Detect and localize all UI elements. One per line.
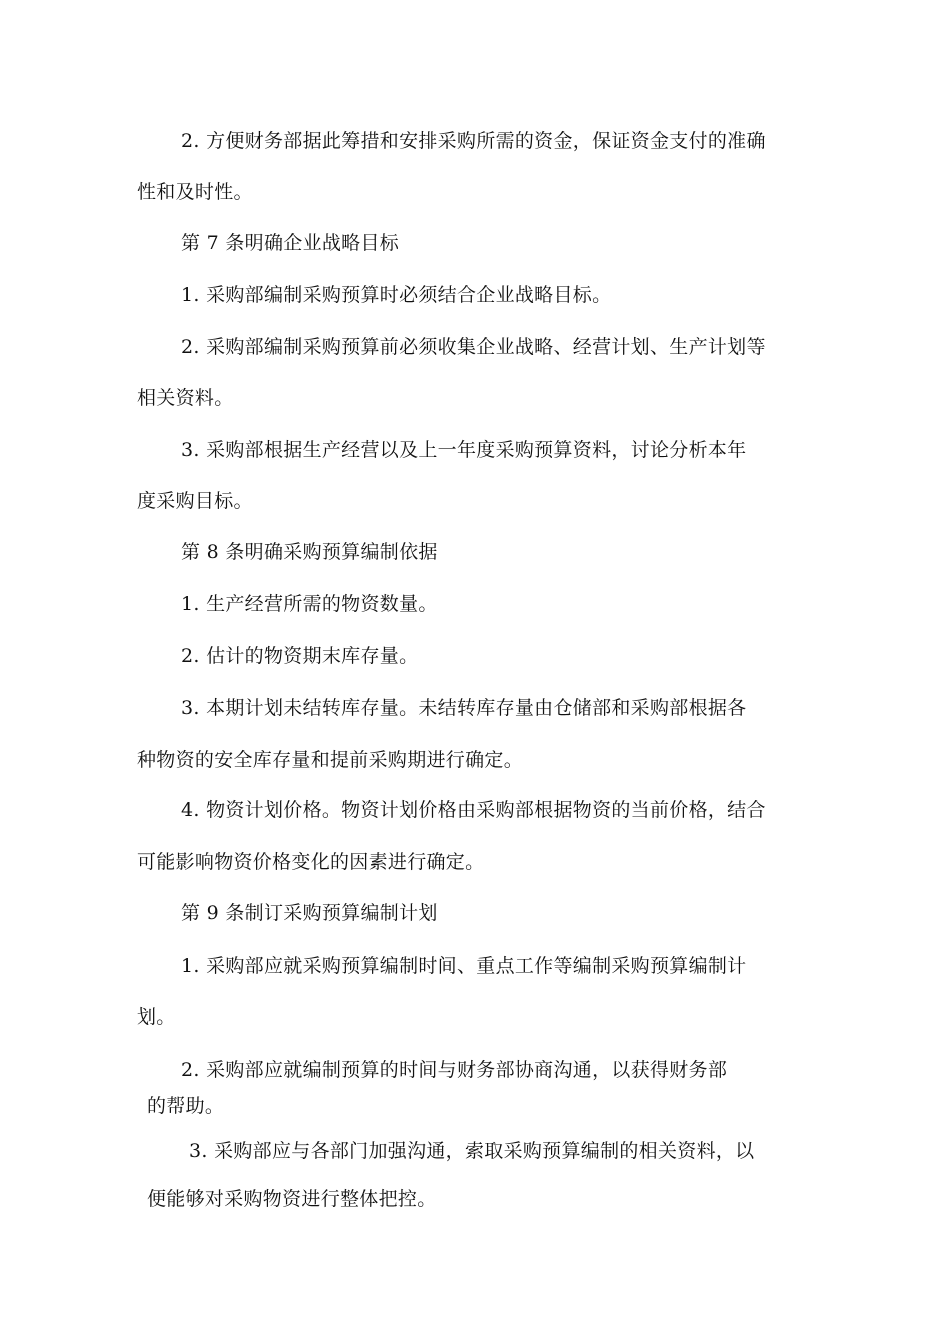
paragraph-line: 种物资的安全库存量和提前采购期进行确定。 [137, 749, 524, 771]
section-heading: 第 7 条明确企业战略目标 [181, 232, 400, 254]
section-heading: 第 9 条制订采购预算编制计划 [181, 902, 438, 924]
paragraph-line: 划。 [137, 1006, 176, 1028]
paragraph-line: 相关资料。 [137, 387, 234, 409]
paragraph-line: 2. 采购部编制采购预算前必须收集企业战略、经营计划、生产计划等 [181, 336, 766, 358]
paragraph-line: 3. 采购部应与各部门加强沟通，索取采购预算编制的相关资料，以 [189, 1140, 755, 1162]
paragraph-line: 3. 采购部根据生产经营以及上一年度采购预算资料，讨论分析本年 [181, 439, 747, 461]
paragraph-line: 便能够对采购物资进行整体把控。 [147, 1188, 437, 1210]
paragraph-line: 1. 生产经营所需的物资数量。 [181, 593, 438, 615]
paragraph-line: 3. 本期计划未结转库存量。未结转库存量由仓储部和采购部根据各 [181, 697, 747, 719]
paragraph-line: 度采购目标。 [137, 490, 253, 512]
paragraph-line: 1. 采购部编制采购预算时必须结合企业战略目标。 [181, 284, 612, 306]
paragraph-line: 可能影响物资价格变化的因素进行确定。 [137, 851, 485, 873]
paragraph-line: 4. 物资计划价格。物资计划价格由采购部根据物资的当前价格，结合 [181, 799, 766, 821]
paragraph-line: 1. 采购部应就采购预算编制时间、重点工作等编制采购预算编制计 [181, 955, 747, 977]
paragraph-line: 2. 采购部应就编制预算的时间与财务部协商沟通，以获得财务部 [181, 1059, 728, 1081]
paragraph-line: 2. 估计的物资期末库存量。 [181, 645, 419, 667]
section-heading: 第 8 条明确采购预算编制依据 [181, 541, 438, 563]
paragraph-line: 性和及时性。 [137, 181, 253, 203]
paragraph-line: 的帮助。 [147, 1095, 225, 1117]
paragraph-line: 2. 方便财务部据此筹措和安排采购所需的资金，保证资金支付的准确 [181, 130, 766, 152]
